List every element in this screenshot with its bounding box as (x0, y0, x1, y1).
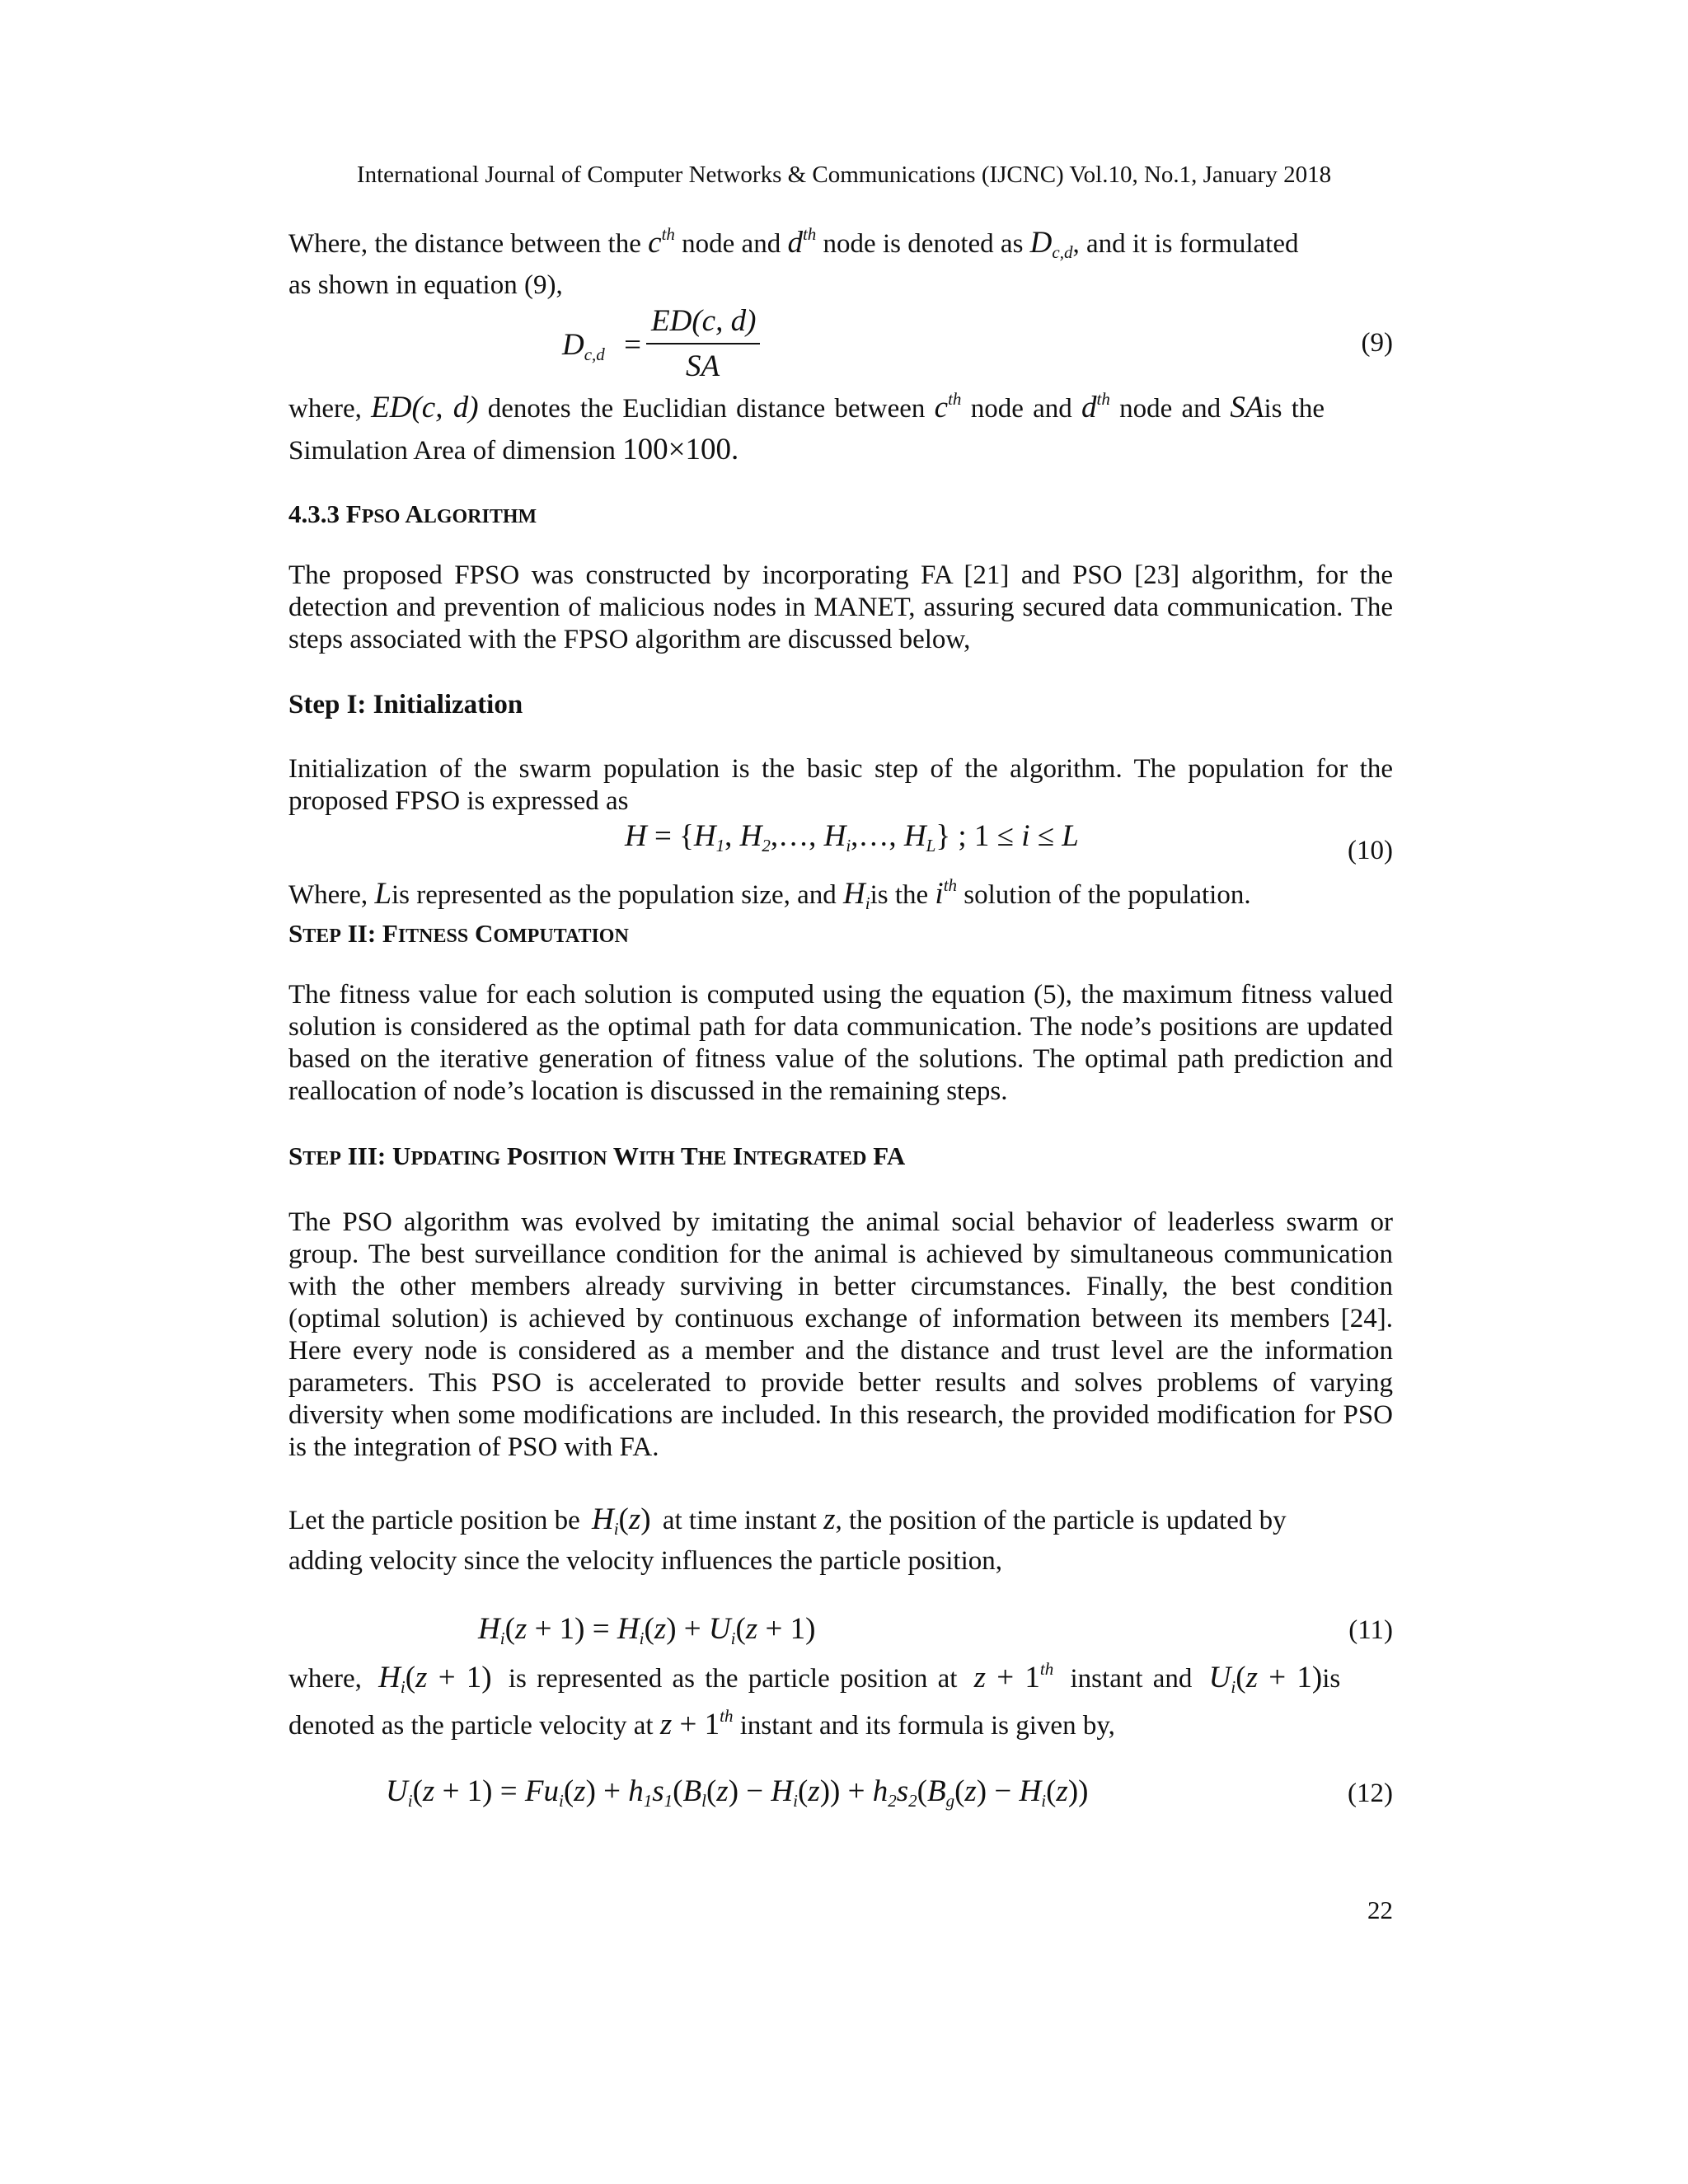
eq12-number: (12) (1348, 1779, 1393, 1808)
para-distance-intro: Where, the distance between the $c^{th}$ node and $d^{th}$ node is denoted as $D_{c,d}$, and it is formulated (288, 224, 1299, 262)
para-euclidian-line2: Simulation Area of dimension 100×100. (288, 433, 739, 466)
eq12-expression: $U_i(z + 1) = Fu_i(z) + h_1s_1(B_l(z) - H_i(z)) + h_2s_2(B_g(z) - H_i(z))$ (386, 1774, 1089, 1811)
step1-heading: Step I: Initialization (288, 690, 523, 719)
para-velocity-line2: denoted as the particle velocity at z + 1th instant and its formula is given by, (288, 1706, 1115, 1741)
para-distance-intro-line2: as shown in equation (9), (288, 270, 563, 300)
section-heading-4-3-3: 4.3.3 FPSO ALGORITHM (288, 499, 537, 528)
running-header: International Journal of Computer Networks & Communications (IJCNC) Vol.10, No.1, January 2018 (356, 162, 1332, 188)
para-particle-position-line2: adding velocity since the velocity influences the particle position, (288, 1546, 1002, 1576)
eq9-numerator: ED(c, d) (651, 304, 757, 338)
para-fpso-intro: The proposed FPSO was constructed by incorporating FA [21] and PSO [23] algorithm, for the detection and prevention of malicious nodes in MANET, assuring secured data communication. The steps associated with the FPSO algorithm are discussed below, (288, 560, 1393, 654)
eq11-number: (11) (1348, 1615, 1393, 1645)
step2-heading: STEP II: FITNESS COMPUTATION (288, 919, 629, 948)
para-euclidian: where, ED(c, d) denotes the Euclidian distance between $c^{th}$ node and $d^{th}$ node and SAis the (288, 389, 1325, 424)
eq9-fraction-bar (646, 343, 760, 344)
eq11-expression: $H_i(z + 1) = H_i(z) + U_i(z + 1)$ (478, 1612, 816, 1648)
para-velocity: where, $H_i(z + 1)$ is represented as the particle position at z + 1th instant and $U_i(z + 1)is$ (288, 1659, 1341, 1697)
step3-heading: STEP III: UPDATING POSITION WITH THE INTEGRATED FA (288, 1141, 906, 1170)
para-fitness: The fitness value for each solution is computed using the equation (5), the maximum fitness valued solution is considered as the optimal path for data communication. The node’s positions are updated based on the iterative generation of fitness value of the solutions. The optimal path prediction and reallocation of node’s location is discussed in the remaining steps. (288, 980, 1393, 1106)
para-pso-description: The PSO algorithm was evolved by imitating the animal social behavior of leaderless swarm or group. The best surveillance condition for the animal is achieved by simultaneous communication with the other members already surviving in better circumstances. Finally, the best condition (optimal solution) is achieved by continuous exchange of information between its members [24]. Here every node is considered as a member and the distance and trust level are the information parameters. This PSO is accelerated to provide better results and solves problems of varying diversity when some modifications are included. In this research, the provided modification for PSO is the integration of PSO with FA. (288, 1207, 1393, 1462)
eq9-number: (9) (1361, 328, 1393, 358)
eq9-lhs: $D_{c,d}$ = (562, 328, 641, 364)
eq9-denominator: SA (686, 349, 720, 383)
para-initialization: Initialization of the swarm population is the basic step of the algorithm. The population for the proposed FPSO is expressed as (288, 754, 1393, 816)
para-particle-position: Let the particle position be $H_i(z)$ at time instant z, the position of the particle is updated by (288, 1502, 1287, 1539)
para-population: Where, Lis represented as the population size, and $H_iis$ the $i^{th}$ solution of the population. (288, 875, 1251, 913)
eq10-number: (10) (1348, 836, 1393, 865)
page-number: 22 (1367, 1896, 1393, 1924)
eq10-expression: $H = \{H_1$, $H_2,\dots$, $H_i,\dots$, $H_L$} ; 1 ≤ i ≤ L (625, 819, 1079, 855)
